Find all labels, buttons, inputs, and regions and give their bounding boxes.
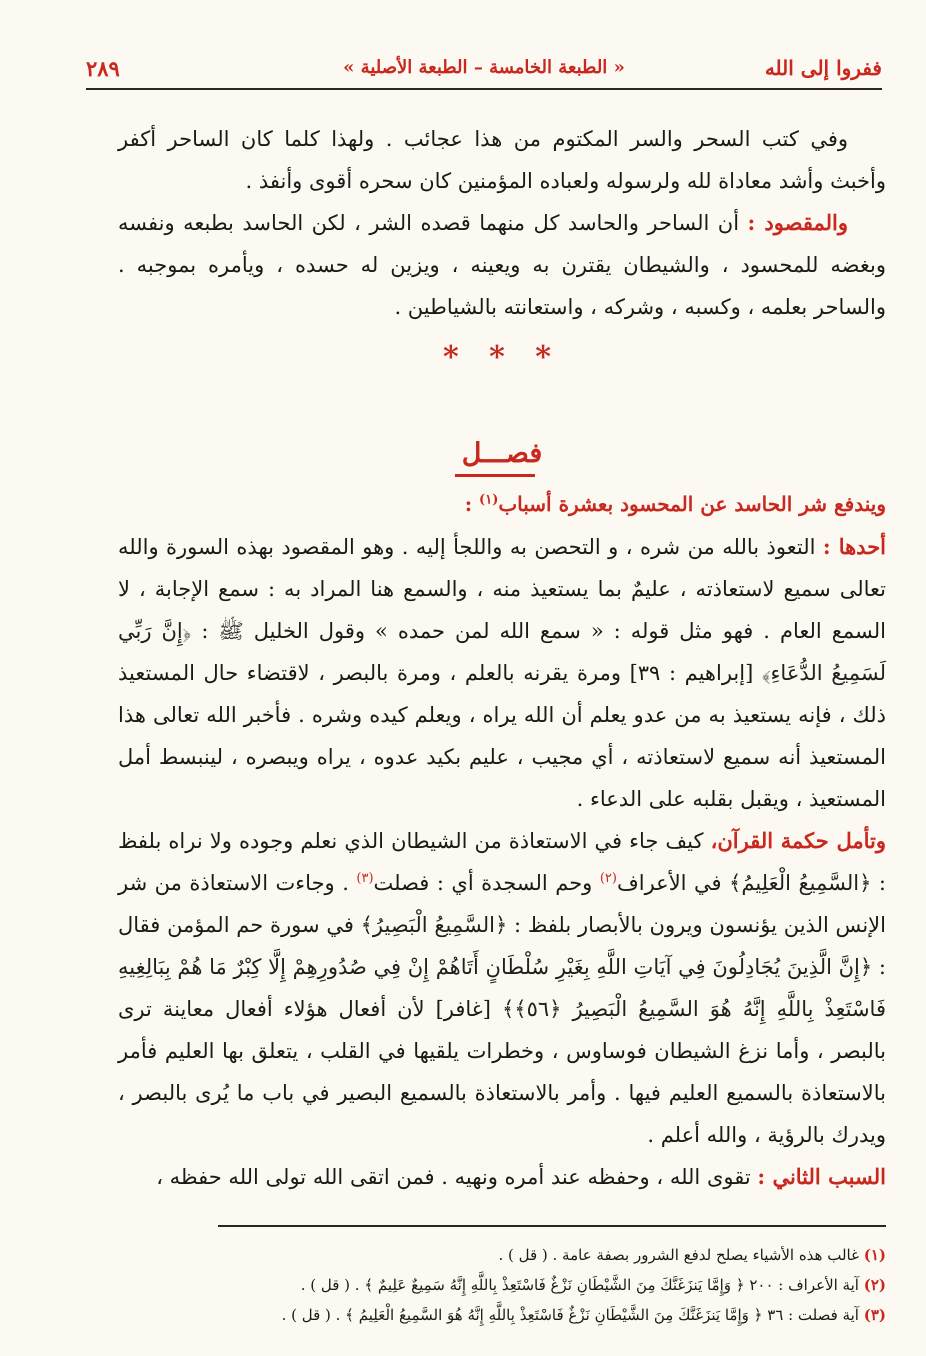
paragraph-second-reason bbox=[118, 1156, 886, 1198]
footnote-2-number: (٢) bbox=[863, 1276, 886, 1294]
top-paragraphs bbox=[118, 118, 886, 328]
footnote-3-text: آية فصلت : ٣٦ ﴿ وَإِمَّا يَنزَغَنَّكَ مِنَ الشَّيْطَانِ نَزْغٌ فَاسْتَعِذْ بِاللَّهِ إِنَّهُ هُوَ السَّمِيعُ الْعَلِيمُ ﴾ . ( قل ) . bbox=[281, 1306, 864, 1324]
first-reason-text-a: التعوذ بالله من شره ، و التحصن به واللجأ إليه . وهو المقصود بهذه السورة والله تعالى سميع لاستعاذته ، عليمٌ بما يستعيذ منه ، والسمع هنا المراد به : سمع الإجابة ، لا السمع العام . فهو مثل قوله : « سمع الله لمن حمده » وقول الخليل ﷺ : bbox=[118, 535, 886, 643]
wisdom-text-c: وحم السجدة أي : فصلت bbox=[373, 871, 600, 895]
paragraph-first-reason bbox=[118, 526, 886, 820]
footnote-divider bbox=[218, 1225, 886, 1227]
wisdom-text-b: في الأعراف bbox=[616, 871, 730, 895]
section-intro-colon: : bbox=[464, 492, 480, 516]
paragraph-quran-wisdom bbox=[118, 820, 886, 1156]
main-text bbox=[118, 526, 886, 1198]
footnote-ref-3: (٣) bbox=[356, 871, 374, 886]
wisdom-text-a: كيف جاء في الاستعاذة من الشيطان الذي نعلم وجوده ولا نراه بلفظ : bbox=[118, 829, 886, 895]
footnote-1 bbox=[118, 1240, 886, 1270]
purpose-text: أن الساحر والحاسد كل منهما قصده الشر ، لكن الحاسد بطبعه ونفسه وبغضه للمحسود ، والشيطان يقترن به ويعينه ، ويزين له حسده ، ويأمره بموجبه . والساحر بعلمه ، وكسبه ، وشركه ، واستعانته بالشياطين . bbox=[118, 211, 886, 319]
section-intro-text: ويندفع شر الحاسد عن المحسود بعشرة أسباب bbox=[498, 492, 886, 516]
footnote-3 bbox=[118, 1300, 886, 1330]
purpose-lead: والمقصود : bbox=[747, 210, 848, 235]
footnote-2-text: آية الأعراف : ٢٠٠ ﴿ وَإِمَّا يَنزَغَنَّكَ مِنَ الشَّيْطَانِ نَزْغٌ فَاسْتَعِذْ بِاللَّهِ إِنَّهُ سَمِيعٌ عَلِيمٌ ﴾ . ( قل ) . bbox=[300, 1276, 864, 1294]
book-title: ففروا إلى الله bbox=[764, 56, 882, 80]
paragraph-purpose bbox=[118, 202, 886, 328]
quran-verse-ghafir: ﴿إِنَّ الَّذِينَ يُجَادِلُونَ فِي آيَاتِ اللَّهِ بِغَيْرِ سُلْطَانٍ أَتَاهُمْ إِنْ فِي صُدُورِهِمْ إِلَّا كِبْرٌ مَا هُمْ بِبَالِغِيهِ فَاسْتَعِذْ بِاللَّهِ إِنَّهُ هُوَ السَّمِيعُ الْبَصِيرُ ﴿٥٦﴾﴾ bbox=[118, 955, 886, 1021]
running-header bbox=[86, 54, 882, 90]
footnote-ref-2: (٢) bbox=[599, 871, 617, 886]
first-reason-lead: أحدها : bbox=[822, 534, 887, 559]
wisdom-lead: وتأمل حكمة القرآن، bbox=[710, 828, 886, 853]
section-intro bbox=[118, 486, 886, 522]
first-reason-text-b: [إبراهيم : ٣٩] ومرة يقرنه بالعلم ، ومرة بالبصر ، لاقتضاء حال المستعيذ ذلك ، فإنه يستعيذ به من عدو يعلم أن الله يراه ، ويعلم كيده وشره . فأخبر الله تعالى هذا المستعيذ أنه سميع لاستعاذته ، أي مجيب ، عليم بكيد عدوه ، يراه ويبصره ، لينبسط أمل المستعيذ ، ويقبل بقلبه على الدعاء . bbox=[118, 661, 886, 811]
quran-verse-ibrahim: ﴿إِنَّ رَبِّي لَسَمِيعُ الدُّعَاءِ﴾ bbox=[118, 619, 886, 685]
wisdom-text-e: في سورة حم المؤمن فقال : bbox=[118, 913, 886, 979]
wisdom-text-d: . وجاءت الاستعاذة من شر الإنس الذين يؤنسون ويرون بالأبصار بلفظ : bbox=[118, 871, 886, 937]
footnotes bbox=[118, 1240, 886, 1330]
quran-phrase-sami-alim: ﴿السَّمِيعُ الْعَلِيمُ﴾ bbox=[729, 871, 872, 895]
footnote-1-number: (١) bbox=[863, 1246, 886, 1264]
section-heading: فصـــل bbox=[461, 438, 543, 469]
wisdom-text-f: [غافر] لأن أفعال هؤلاء أفعال معاينة ترى بالبصر ، وأما نزغ الشيطان فوساوس ، وخطرات يلقيها في القلب ، يتعلق بها العليم فأمر بالاستعاذة بالسميع العليم فيها . وأمر بالاستعاذة بالسميع البصير في باب ما يُرى بالبصر ، ويدرك بالرؤية ، والله أعلم . bbox=[118, 997, 886, 1147]
footnote-1-text: غالب هذه الأشياء يصلح لدفع الشرور بصفة عامة . ( قل ) . bbox=[498, 1246, 864, 1264]
page-number: ٢٨٩ bbox=[86, 56, 120, 81]
footnote-ref-1: (١) bbox=[479, 492, 499, 508]
second-reason-text: تقوى الله ، وحفظه عند أمره ونهيه . فمن اتقى الله تولى الله حفظه ، bbox=[156, 1165, 758, 1189]
heading-underline bbox=[455, 474, 535, 477]
footnote-2 bbox=[118, 1270, 886, 1300]
edition-label: « الطبعة الخامسة – الطبعة الأصلية » bbox=[343, 57, 625, 78]
second-reason-lead: السبب الثاني : bbox=[757, 1164, 886, 1189]
quran-phrase-sami-basir: ﴿السَّمِيعُ الْبَصِيرُ﴾ bbox=[360, 913, 508, 937]
section-separator: * * * bbox=[443, 340, 561, 375]
paragraph-sorcery: وفي كتب السحر والسر المكتوم من هذا عجائب . ولهذا كلما كان الساحر أكفر وأخبث وأشد معاداة لله ولرسوله ولعباده المؤمنين كان سحره أقوى وأنفذ . bbox=[118, 127, 886, 193]
footnote-3-number: (٣) bbox=[863, 1306, 886, 1324]
